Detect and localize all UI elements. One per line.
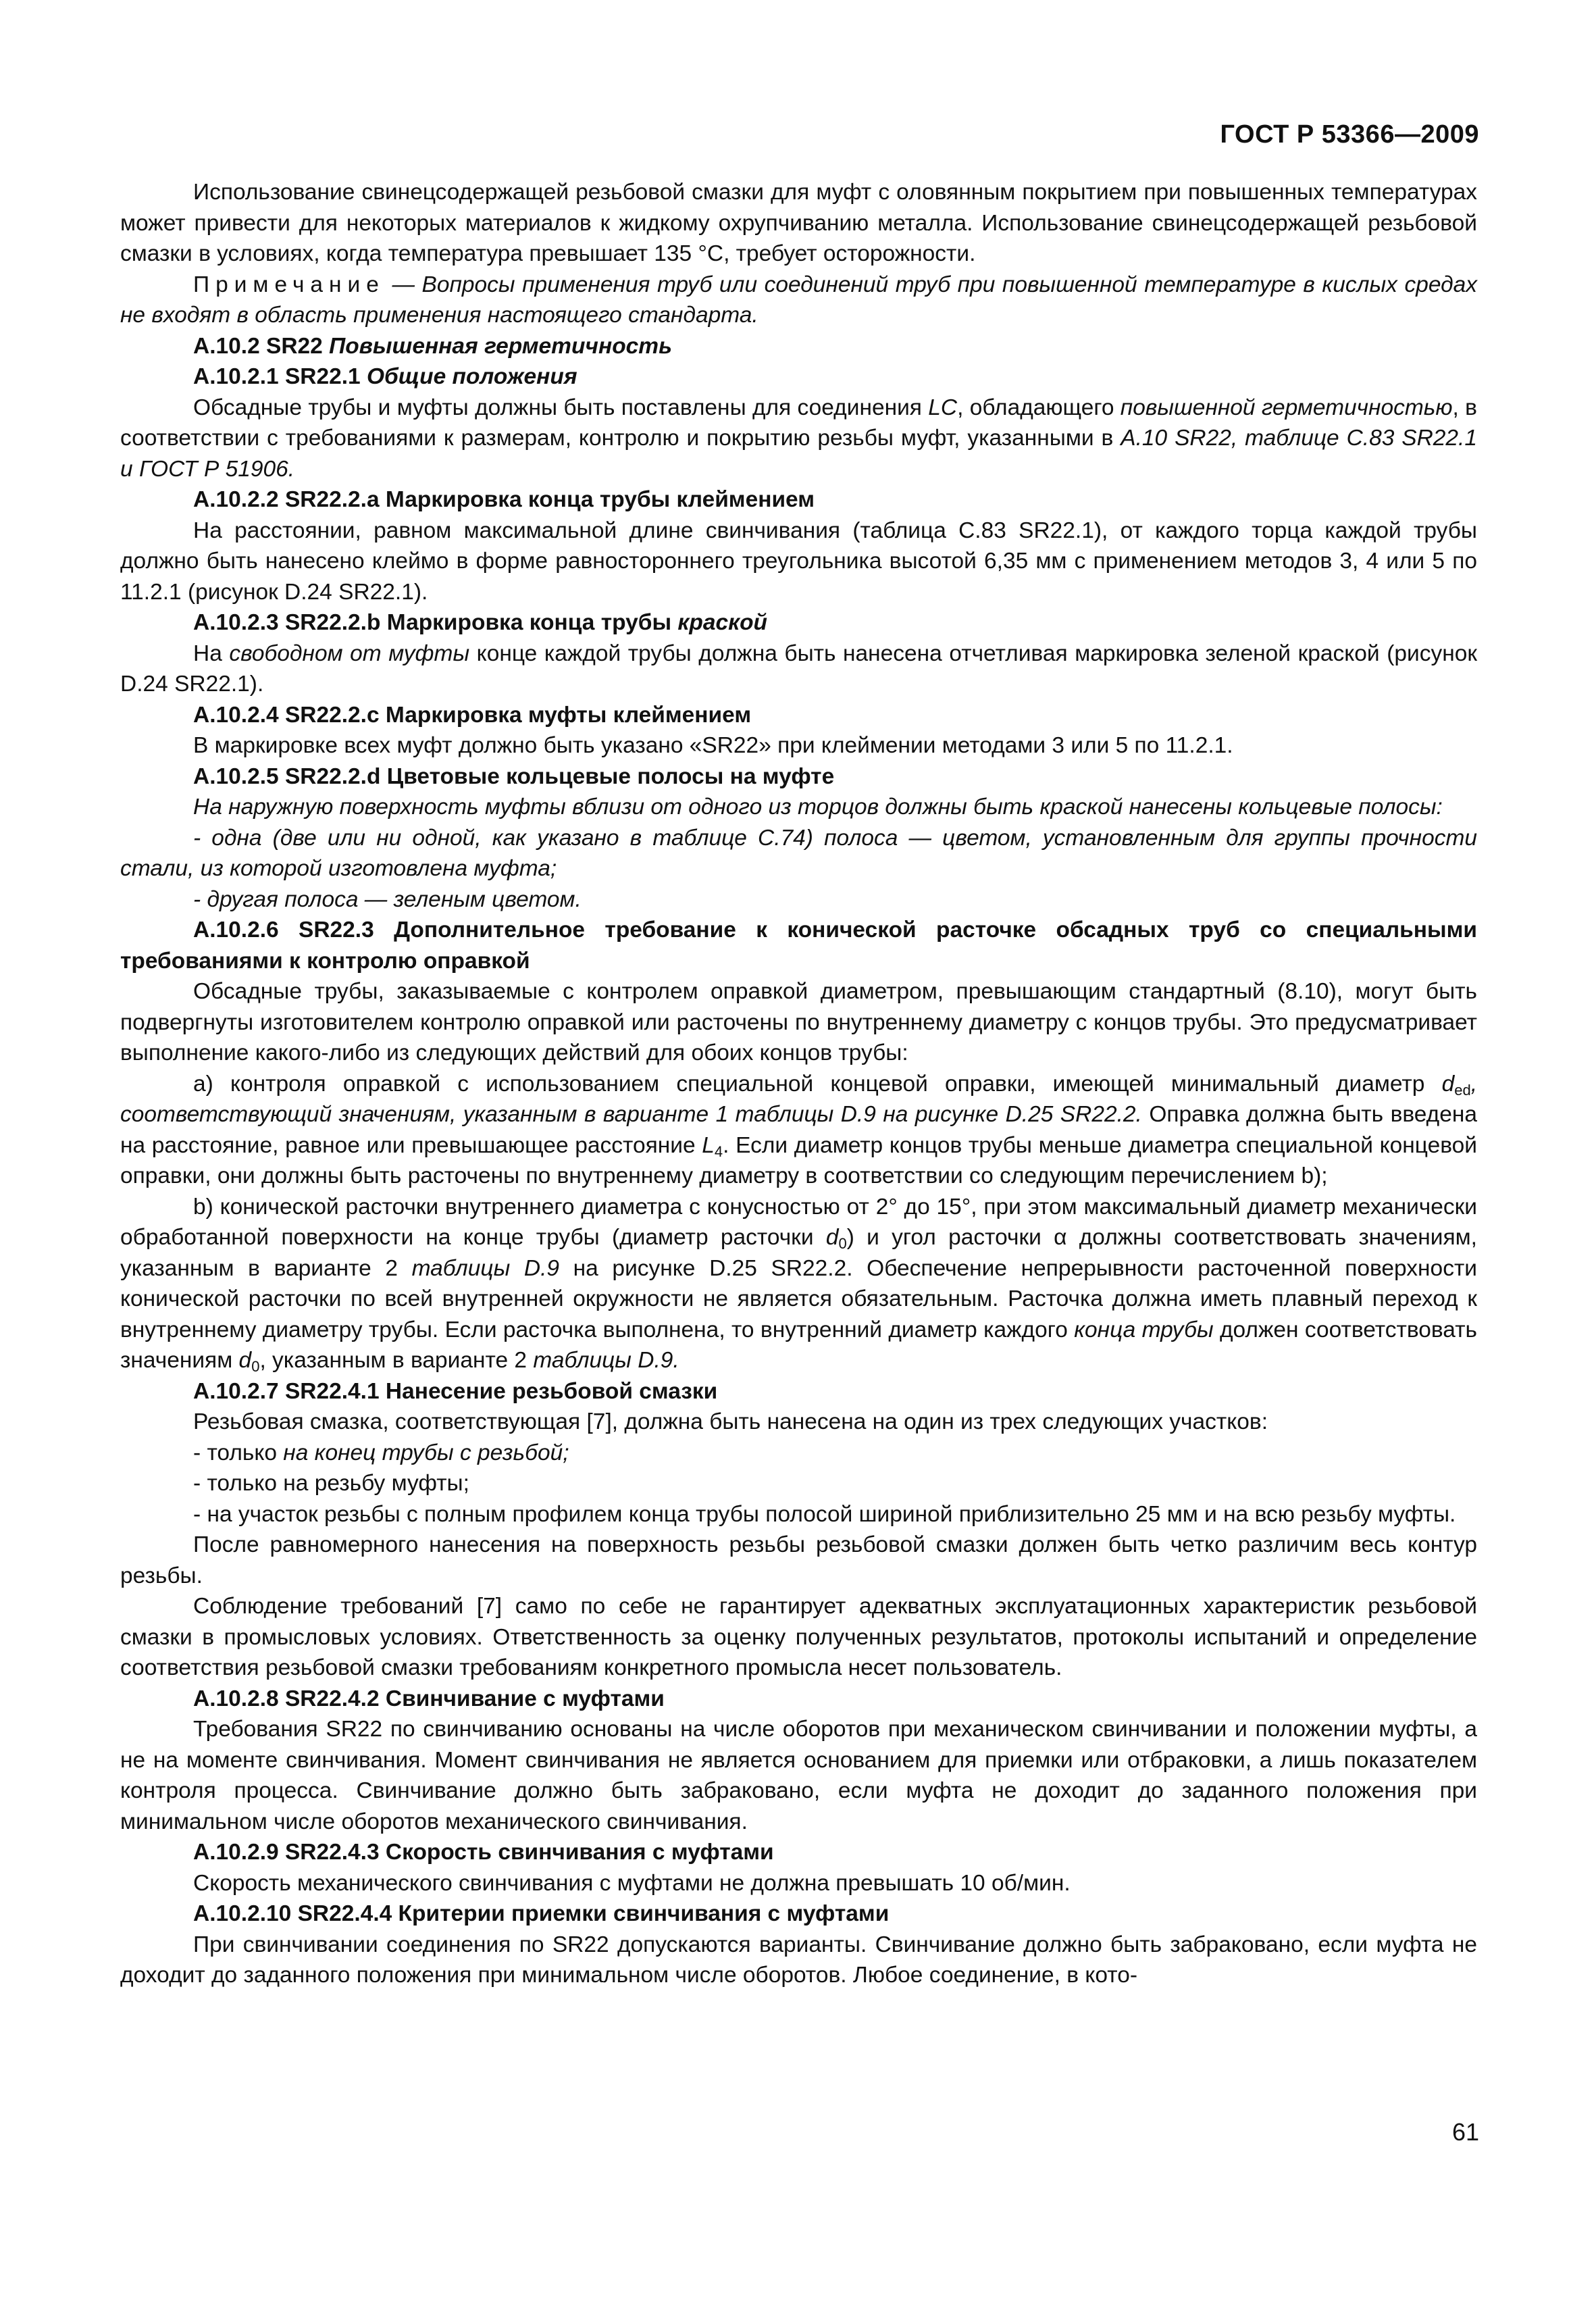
text-run: конце каждой трубы должна быть нанесена отчетливая маркировка зеленой краской (рисунок D.24 SR22.1). [120,640,1477,697]
text-run-italic: таблицы D.9 [411,1255,560,1281]
note-text: — Вопросы применения труб или соединений труб при повышенной температуре в кислых средах не входят в область применения настоящего стандарта. [120,272,1477,328]
paragraph-a10-2-9: Скорость механического свинчивания с муфтами не должна превышать 10 об/мин. [193,1870,1071,1896]
paragraph-a10-2-2: На расстоянии, равном максимальной длине свинчивания (таблица С.83 SR22.1), от каждого торца каждой трубы должно быть нанесено клеймо в форме равностороннего треугольника высотой 6,35 мм с применением методов 3, 4 или 5 по 11.2.1 (рисунок D.24 SR22.1). [120,518,1477,605]
list-item-b [120,1192,1477,1376]
text-run: b) конической расточки внутреннего диаметра с конусностью от 2° до 15°, при этом максимальный диаметр механически обработанной поверхности на конце трубы (диаметр расточки [120,1194,1477,1250]
heading-a10-2 [120,331,1477,362]
paragraph-a10-2-7-intro: Резьбовая смазка, соответствующая [7], должна быть нанесена на один из трех следующих участков: [193,1409,1268,1434]
text-run-italic: - другая полоса — зеленым цветом. [193,886,582,912]
heading-a10-2-number: А.10.2 SR22 [193,333,330,359]
document-code-header: ГОСТ Р 53366—2009 [1220,120,1479,149]
text-run: , указанным в варианте 2 [259,1348,534,1373]
text-run-italic: d [1441,1071,1455,1097]
text-run-italic: таблицы D.9. [533,1348,679,1373]
paragraph-a10-2-6-intro: Обсадные трубы, заказываемые с контролем оправкой диаметром, превышающим стандартный (8.10), могут быть подвергнуты изготовителем контролю оправкой или расточены по внутреннему диаметру с концов трубы. Это предусматривает выполнение какого-либо из следующих действий для обоих концов трубы: [120,979,1477,1065]
note [120,270,1477,331]
subscript: 0 [838,1235,847,1252]
list-item-a [120,1069,1477,1192]
paragraph-a10-2-8: Требования SR22 по свинчиванию основаны на числе оборотов при механическом свинчивании и положении муфты, а не на моменте свинчивания. Момент свинчивания не является основанием для приемки или отбраковки, а лишь показателем контроля процесса. Свинчивание должно быть забраковано, если муфта не доходит до заданного положения при минимальном числе оборотов механического свинчивания. [120,1717,1477,1834]
heading-a10-2-3 [120,607,1477,638]
paragraph-a10-2-10: При свинчивании соединения по SR22 допускаются варианты. Свинчивание должно быть забраковано, если муфта не доходит до заданного положения при минимальном числе оборотов. Любое соединение, в кото- [120,1932,1477,1988]
paragraph-a10-2-7-responsibility: Соблюдение требований [7] само по себе не гарантирует адекватных эксплуатационных характеристик резьбовой смазки в промысловых условиях. Ответственность за оценку полученных результатов, протоколы испытаний и определение соответствия резьбовой смазки требованиям конкретного промысла несет пользователь. [120,1594,1477,1680]
heading-a10-2-10: А.10.2.10 SR22.4.4 Критерии приемки свинчивания с муфтами [193,1901,890,1926]
text-run-italic: LC [928,395,958,420]
text-run-italic: - одна (две или ни одной, как указано в таблице С.74) полоса — цветом, установленным для группы прочности стали, из которой изготовлена муфта; [120,825,1477,881]
list-item: - только на резьбу муфты; [193,1471,469,1496]
heading-a10-2-4: А.10.2.4 SR22.2.c Маркировка муфты клеймением [193,702,752,728]
text-run-italic: d [238,1348,252,1373]
paragraph-a10-2-5-intro [120,792,1477,823]
page-number: 61 [1451,2118,1479,2146]
text-run: Обсадные трубы и муфты должны быть поставлены для соединения [193,395,929,420]
text-run: , обладающего [957,395,1121,420]
heading-a10-2-title: Повышенная герметичность [329,333,672,359]
list-item [120,884,1477,915]
heading-a10-2-8: А.10.2.8 SR22.4.2 Свинчивание с муфтами [193,1686,665,1711]
subscript: 0 [251,1358,260,1375]
text-run: , в соответствии с требованиями к размерам, контролю и покрытию резьбы муфт, указанными в [120,395,1477,451]
text-run-italic: На наружную поверхность муфты вблизи от одного из торцов должны быть краской нанесены кольцевые полосы: [193,795,1443,820]
heading-a10-2-6: А.10.2.6 SR22.3 Дополнительное требование к конической расточке обсадных труб со специальными требованиями к контролю оправкой [120,917,1477,974]
text-run-italic: , соответствующий значениям, указанным в варианте 1 таблицы D.9 на рисунке D.25 SR22.2. [120,1071,1477,1127]
text-run: . Если диаметр концов трубы меньше диаметра специальной концевой оправки, они должны быть расточены по внутреннему диаметру в соответствии со следующим перечислением b); [120,1132,1477,1188]
subscript: ed [1454,1081,1471,1099]
paragraph-lead-grease: Использование свинецсодержащей резьбовой смазки для муфт с оловянным покрытием при повышенных температурах может привести для некоторых материалов к жидкому охрупчиванию металла. Использование свинецсодержащей резьбовой смазки в условиях, когда температура превышает 135 °С, требует осторожности. [120,180,1477,266]
list-item [120,1438,1477,1469]
list-item [120,823,1477,884]
text-run-italic: свободном от муфты [229,640,470,666]
text-run: а) контроля оправкой с использованием специальной концевой оправки, имеющей минимальный диаметр [193,1071,1442,1097]
list-item: - на участок резьбы с полным профилем конца трубы полосой шириной приблизительно 25 мм и на всю резьбу муфты. [193,1501,1456,1527]
text-run: - только [193,1440,284,1465]
heading-a10-2-9: А.10.2.9 SR22.4.3 Скорость свинчивания с муфтами [193,1840,774,1865]
text-run: На [193,640,230,666]
heading-a10-2-2: А.10.2.2 SR22.2.a Маркировка конца трубы клеймением [193,487,815,512]
text-run-italic: L [702,1132,715,1158]
paragraph-a10-2-4: В маркировке всех муфт должно быть указано «SR22» при клеймении методами 3 или 5 по 11.2.1. [193,733,1233,758]
text-run: должен соответствовать значениям [120,1317,1477,1373]
paragraph-a10-2-3 [120,638,1477,700]
paragraph-a10-2-7-contour: После равномерного нанесения на поверхность резьбы резьбовой смазки должен быть четко различим весь контур резьбы. [120,1532,1477,1588]
text-run: А.10.2.3 SR22.2.b Маркировка конца трубы [193,610,678,635]
text-run-italic: на конец трубы с резьбой; [283,1440,569,1465]
heading-a10-2-5: А.10.2.5 SR22.2.d Цветовые кольцевые полосы на муфте [193,763,835,789]
text-run-italic: А.10 SR22, таблице С.83 SR22.1 и ГОСТ Р 51906. [120,426,1477,482]
heading-a10-2-1 [120,361,1477,393]
text-run-italic: повышенной герметичностью [1120,395,1453,420]
text-run: ) и угол расточки α должны соответствовать значениям, указанным в варианте 2 [120,1225,1477,1281]
heading-a10-2-1-number: А.10.2.1 SR22.1 [193,364,367,389]
note-label: Примечание [193,272,385,297]
document-body [120,177,1477,1991]
heading-a10-2-7: А.10.2.7 SR22.4.1 Нанесение резьбовой смазки [193,1378,718,1404]
paragraph-a10-2-1 [120,393,1477,485]
text-run-italic: d [825,1225,839,1250]
text-run-italic: краской [677,610,768,635]
heading-a10-2-1-title: Общие положения [367,364,577,389]
text-run: на рисунке D.25 SR22.2. Обеспечение непрерывности расточенной поверхности конической расточки по всей внутренней окружности не является обязательным. Расточка должна иметь плавный переход к внутреннему диаметру трубы. Если расточка выполнена, то внутренний диаметр каждого [120,1255,1477,1342]
text-run-italic: конца трубы [1074,1317,1214,1342]
subscript: 4 [714,1142,723,1160]
text-run: Оправка должна быть введена на расстояние, равное или превышающее расстояние [120,1102,1477,1158]
